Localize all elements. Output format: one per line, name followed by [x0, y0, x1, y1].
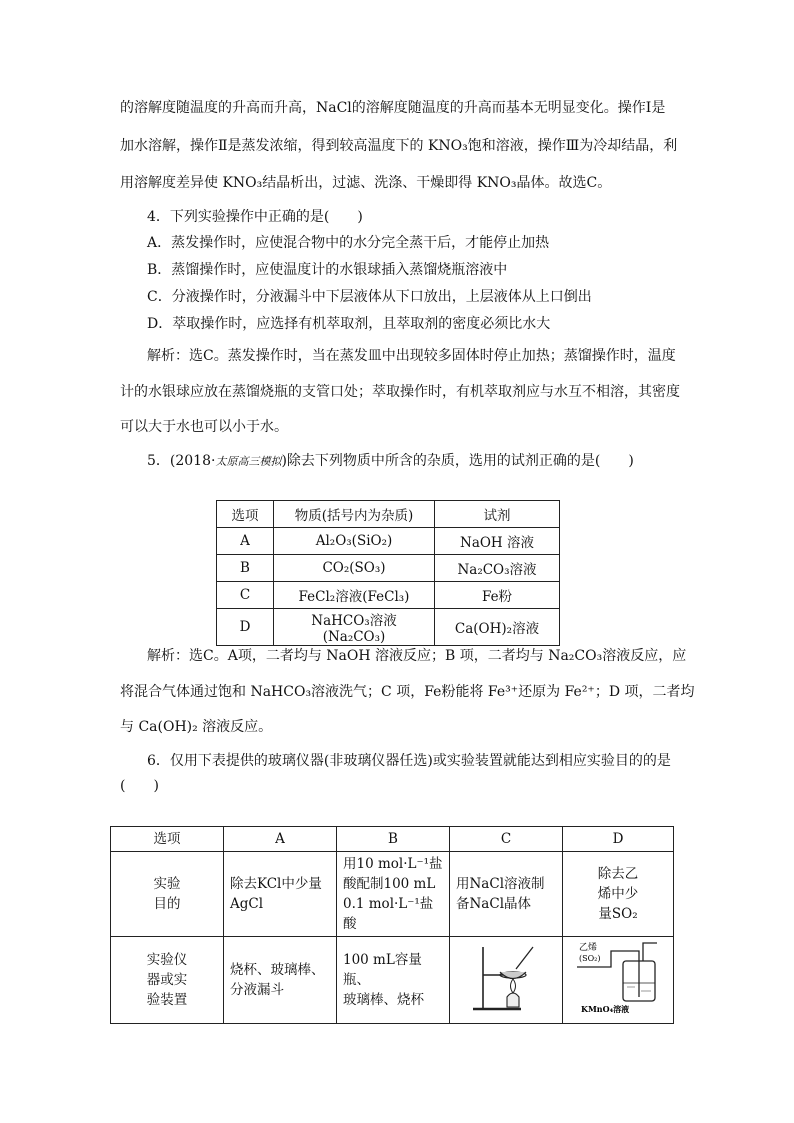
table-cell: Fe粉: [435, 582, 560, 609]
purpose-a: 除去KCl中少量 AgCl: [230, 876, 322, 912]
table-cell: Ca(OH)₂溶液: [435, 609, 560, 646]
header-cell: A: [224, 827, 337, 852]
table-cell: [337, 852, 450, 937]
apparatus-a: 烧杯、玻璃棒、 分液漏斗: [230, 962, 325, 998]
table-cell: Al₂O₃(SiO₂): [274, 528, 435, 555]
table-cell: [563, 937, 674, 1024]
table-row: [217, 528, 560, 555]
q4-stem: 4．下列实验操作中正确的是( ): [147, 209, 363, 225]
table-row: [217, 582, 560, 609]
intro-line-3: 用溶解度差异使 KNO₃结晶析出，过滤、洗涤、干燥即得 KNO₃晶体。故选C。: [120, 175, 612, 191]
table-cell: A: [217, 528, 274, 555]
q5-stem-prefix: 5．(2018·: [147, 453, 216, 469]
table-cell: NaHCO₃溶液(Na₂CO₃): [274, 609, 435, 646]
ethylene-label: 乙烯: [579, 943, 598, 953]
purpose-label: 实验 目的: [153, 876, 181, 912]
q4-analysis-line-3: 可以大于水也可以小于水。: [120, 419, 288, 435]
table-cell: [224, 852, 337, 937]
q6-table: [110, 826, 674, 1024]
q5-analysis-line-2: 将混合气体通过饱和 NaHCO₃溶液洗气；C 项，Fe粉能将 Fe³⁺还原为 Fe²⁺；D 项，二者均: [120, 684, 695, 700]
q5-stem-suffix: )除去下列物质中所含的杂质，选用的试剂正确的是( ): [281, 453, 634, 469]
table-cell: [337, 937, 450, 1024]
row-label: [111, 852, 224, 937]
table-cell: [450, 852, 563, 937]
purpose-b: 用10 mol·L⁻¹盐 酸配制100 mL 0.1 mol·L⁻¹盐酸: [343, 856, 443, 932]
header-cell: C: [450, 827, 563, 852]
purpose-c: 用NaCl溶液制 备NaCl晶体: [456, 876, 545, 912]
header-cell: B: [337, 827, 450, 852]
q6-stem-line-1: 6．仅用下表提供的玻璃仪器(非玻璃仪器任选)或实验装置就能达到相应实验目的的是: [147, 753, 671, 769]
table-row: [217, 609, 560, 646]
table-cell: NaOH 溶液: [435, 528, 560, 555]
q5-analysis-line-1: 解析：选C。A项，二者均与 NaOH 溶液反应；B 项，二者均与 Na₂CO₃溶液反应，应: [147, 648, 687, 664]
so2-label: (SO₂): [579, 954, 601, 963]
table-cell: C: [217, 582, 274, 609]
apparatus-label: 实验仪 器或实 验装置: [146, 952, 188, 1008]
q4-option-c: C．分液操作时，分液漏斗中下层液体从下口放出，上层液体从上口倒出: [147, 289, 592, 305]
header-cell: 物质(括号内为杂质): [274, 501, 435, 528]
row-label: [111, 937, 224, 1024]
table-row: [111, 852, 674, 937]
table-cell: [563, 852, 674, 937]
kmno4-label: KMnO₄溶液: [581, 1004, 630, 1014]
evaporation-apparatus-figure: [461, 941, 551, 1013]
q4-option-a: A．蒸发操作时，应使混合物中的水分完全蒸干后，才能停止加热: [147, 235, 550, 251]
q4-option-b: B．蒸馏操作时，应使温度计的水银球插入蒸馏烧瓶溶液中: [147, 262, 508, 278]
header-cell: 选项: [111, 827, 224, 852]
q4-analysis-line-1: 解析：选C。蒸发操作时，当在蒸发皿中出现较多固体时停止加热；蒸馏操作时，温度: [147, 348, 676, 364]
gas-washing-bottle-figure: [571, 939, 665, 1015]
table-cell: D: [217, 609, 274, 646]
table-cell: [450, 937, 563, 1024]
header-cell: 选项: [217, 501, 274, 528]
table-header-row: [217, 501, 560, 528]
q5-stem: [147, 451, 634, 472]
q6-stem-line-2: ( ): [120, 778, 159, 794]
header-cell: 试剂: [435, 501, 560, 528]
apparatus-b: 100 mL容量瓶、 玻璃棒、烧杯: [343, 952, 424, 1008]
q5-table: [216, 500, 560, 646]
intro-line-1: 的溶解度随温度的升高而升高，NaCl的溶解度随温度的升高而基本无明显变化。操作Ⅰ是: [120, 100, 666, 116]
table-cell: B: [217, 555, 274, 582]
table-cell: Na₂CO₃溶液: [435, 555, 560, 582]
table-cell: [224, 937, 337, 1024]
table-row: [217, 555, 560, 582]
q5-stem-source: 太原高三模拟: [215, 455, 282, 468]
q4-option-d: D．萃取操作时，应选择有机萃取剂，且萃取剂的密度必须比水大: [147, 316, 551, 332]
intro-line-2: 加水溶解，操作Ⅱ是蒸发浓缩，得到较高温度下的 KNO₃饱和溶液，操作Ⅲ为冷却结晶，利: [120, 138, 678, 154]
table-cell: CO₂(SO₃): [274, 555, 435, 582]
q4-analysis-line-2: 计的水银球应放在蒸馏烧瓶的支管口处；萃取操作时，有机萃取剂应与水互不相溶，其密度: [120, 384, 680, 400]
purpose-d: 除去乙 烯中少 量SO₂: [597, 866, 639, 922]
table-header-row: [111, 827, 674, 852]
header-cell: D: [563, 827, 674, 852]
table-row: [111, 937, 674, 1024]
q5-analysis-line-3: 与 Ca(OH)₂ 溶液反应。: [120, 719, 273, 735]
table-cell: FeCl₂溶液(FeCl₃): [274, 582, 435, 609]
